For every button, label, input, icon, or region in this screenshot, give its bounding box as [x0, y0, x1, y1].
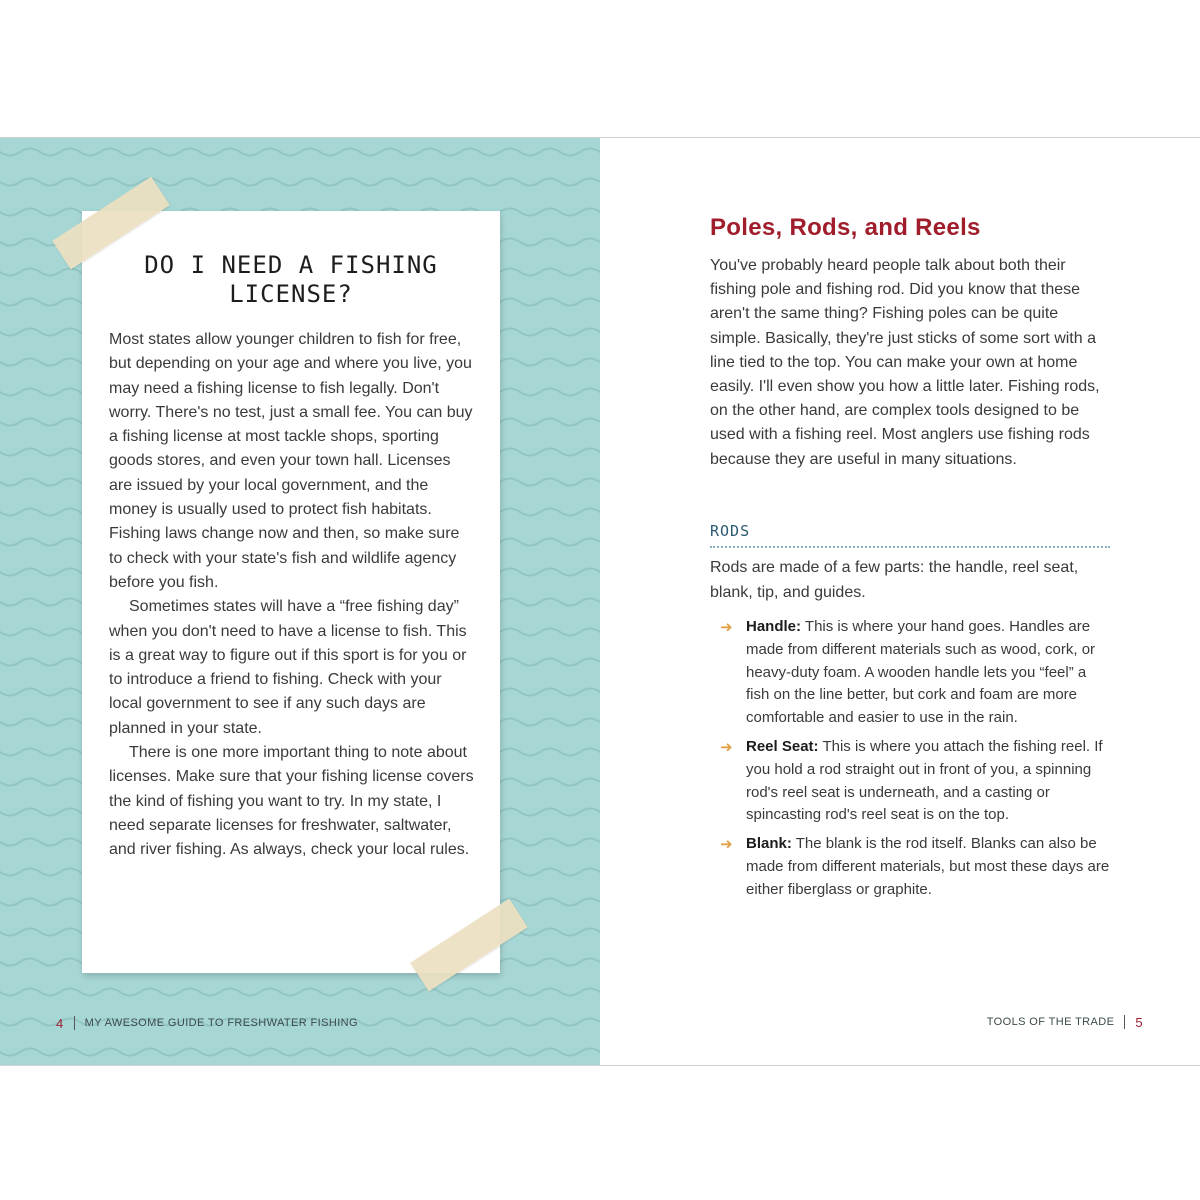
arrow-right-icon: ➜: [720, 738, 733, 756]
note-body: [109, 328, 474, 863]
section-heading: Poles, Rods, and Reels: [710, 214, 981, 241]
note-title-line-2: LICENSE?: [229, 280, 353, 308]
intro-paragraph: You've probably heard people talk about both their fishing pole and fishing rod. Did you know that these aren't the same thing? Fishing poles can be quite simple. Basically, they're just sticks of some sort with a line tied to the top. You can make your own at home easily. I'll even show you how a little later. Fishing rods, on the other hand, are complex tools designed to be used with a fishing reel. Most anglers use fishing rods because they are useful in many situations.: [710, 257, 1100, 468]
note-title-line-1: DO I NEED A FISHING: [144, 251, 438, 279]
license-note-card: [82, 211, 500, 973]
book-spread: [0, 137, 1200, 1066]
description-blank: The blank is the rod itself. Blanks can also be made from different materials, but most these days are either fiberglass or graphite.: [746, 835, 1110, 898]
footer-divider-left: [74, 1016, 75, 1030]
left-page-footer: [56, 1016, 358, 1030]
description-handle: This is where your hand goes. Handles are made from different materials such as wood, cork, or heavy-duty foam. A wooden handle lets you “feel” a fish on the line better, but cork and foam are more comfortable and easier to use in the rain.: [746, 618, 1096, 727]
section-title-footer: TOOLS OF THE TRADE: [986, 1016, 1115, 1028]
left-page: [0, 138, 600, 1065]
wave-line: [0, 149, 600, 156]
book-title-footer: MY AWESOME GUIDE TO FRESHWATER FISHING: [84, 1017, 358, 1029]
right-page-footer: [987, 1014, 1143, 1030]
term-blank: Blank:: [746, 835, 792, 853]
arrow-right-icon: ➜: [720, 619, 733, 636]
wave-line: [0, 179, 600, 186]
page-number-left: 4: [56, 1015, 64, 1031]
note-paragraph-3: There is one more important thing to note about licenses. Make sure that your fishing license covers the kind of fishing you want to try. In my state, I need separate licenses for freshwater, saltwater, and river fishing. As always, check your local rules.: [109, 744, 474, 859]
description-reel-seat: This is where you attach the fishing reel. If you hold a rod straight out in front of you, a spinning rod's reel seat is underneath, and a casting or spincasting rod's reel seat is on the top.: [746, 737, 1103, 824]
arrow-right-icon: ➜: [720, 836, 733, 854]
list-item-blank: [710, 833, 1110, 901]
list-item-handle: [710, 616, 1110, 730]
note-paragraph-2: Sometimes states will have a “free fishing day” when you don't need to have a license to fish. This is a great way to figure out if this sport is for you or to introduce a friend to fishing. Check with your local government to see if any such days are planned in your state.: [109, 598, 467, 737]
note-paragraph-1: Most states allow younger children to fish for free, but depending on your age and where you live, you may need a fishing license to fish legally. Don't worry. There's no test, just a small fee. You can buy a fishing license at most tackle shops, sporting goods stores, and even your town hall. Licenses are issued by your local government, and the money is usually used to protect fish habitats. Fishing laws change now and then, so make sure to check with your state's fish and wildlife agency before you fish.: [109, 331, 473, 591]
note-title: [82, 251, 500, 309]
wave-line: [0, 989, 600, 996]
list-item-reel-seat: [710, 736, 1110, 827]
rod-parts-list: [710, 616, 1110, 908]
right-page: [600, 138, 1200, 1065]
term-handle: Handle:: [746, 618, 802, 635]
wave-line: [0, 1049, 600, 1056]
rods-subheading: RODS: [710, 522, 1110, 548]
footer-divider-right: [1124, 1015, 1125, 1029]
page-number-right: 5: [1135, 1014, 1143, 1030]
term-reel-seat: Reel Seat:: [746, 737, 819, 755]
rods-intro-paragraph: Rods are made of a few parts: the handle, reel seat, blank, tip, and guides.: [710, 559, 1079, 601]
